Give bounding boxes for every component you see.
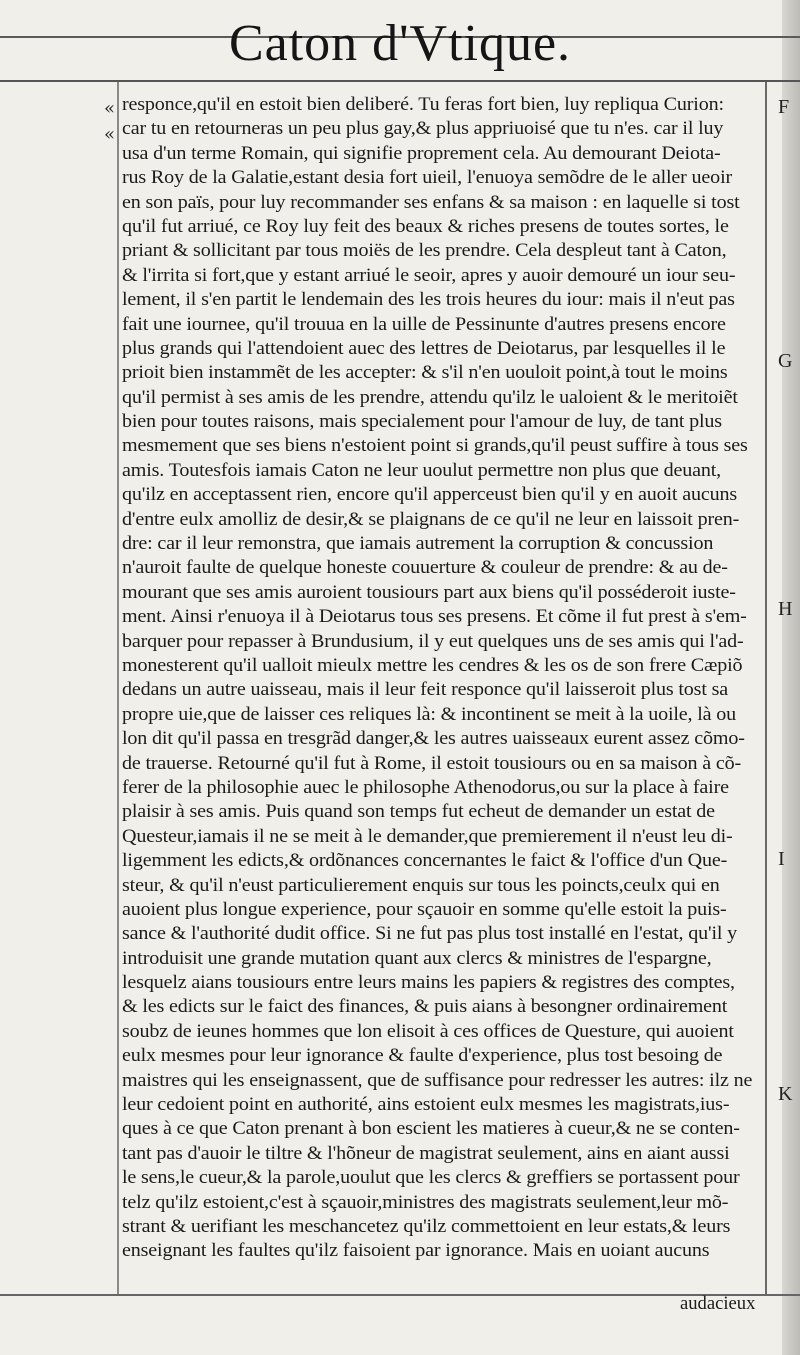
text-line: tant pas d'auoir le tiltre & l'hõneur de magistrat seulement, ains en aiant aussi bbox=[122, 1142, 730, 1164]
text-line: prioit bien instammẽt de les accepter: & s'il n'en uouloit point,à tout le moins bbox=[122, 362, 728, 384]
catchword: audacieux bbox=[680, 1293, 756, 1314]
text-line: auoient plus longue experience, pour sçauoir en somme qu'elle estoit la puis- bbox=[122, 898, 727, 920]
margin-letter-g: G bbox=[778, 350, 793, 372]
margin-letter-i: I bbox=[778, 848, 785, 870]
text-line: amis. Toutesfois iamais Caton ne leur uoulut permettre non plus que deuant, bbox=[122, 459, 721, 481]
title-rule bbox=[0, 80, 800, 82]
text-line: mesmement que ses biens n'estoient point si grands,qu'il peust suffire à tous ses bbox=[122, 435, 748, 457]
text-line: rus Roy de la Galatie,estant desia fort uieil, l'enuoya semõdre de le aller ueoir bbox=[122, 167, 733, 189]
text-line: usa d'un terme Romain, qui signifie proprement cela. Au demourant Deiota- bbox=[122, 142, 721, 164]
text-line: qu'il permist à ses amis de les prendre, attendu qu'ilz le ualoient & le meritoiẽt bbox=[122, 386, 738, 408]
text-line: steur, & qu'il n'eust particulierement enquis sur tous les poincts,ceulx qui en bbox=[122, 874, 720, 896]
text-line: lement, il s'en partit le lendemain des les trois heures du iour: mais il n'eut pas bbox=[122, 289, 735, 311]
text-line: sance & l'authorité dudit office. Si ne fut pas plus tost installé en l'estat, qu'il y bbox=[122, 923, 738, 945]
text-line: soubz de ieunes hommes que lon elisoit à ces offices de Questure, qui auoient bbox=[122, 1020, 734, 1042]
text-line: plaisir à ses amis. Puis quand son temps fut echeut de demander un estat de bbox=[122, 801, 715, 823]
margin-letter-k: K bbox=[778, 1083, 793, 1105]
text-line: qu'ilz en acceptassent rien, encore qu'il apperceust bien qu'il y en auoit aucuns bbox=[122, 484, 738, 506]
text-line: plus grands qui l'attendoient auec des lettres de Deiotarus, par lesquelles il le bbox=[122, 337, 726, 359]
text-line: qu'il fut arriué, ce Roy luy feit des beaux & riches presens de toutes sortes, le bbox=[122, 215, 729, 237]
running-title: Caton d'Vtique. bbox=[228, 15, 572, 72]
text-line: strant & uerifiant les meschancetez qu'ilz commettoient en leur estats,& leurs bbox=[122, 1215, 731, 1237]
text-line: dre: car il leur remonstra, que iamais autrement la corruption & concussion bbox=[122, 533, 714, 555]
text-line: dedans un autre uaisseau, mais il leur feit responce qu'il laisseroit plus tost sa bbox=[122, 679, 729, 701]
text-line: ment. Ainsi r'enuoya il à Deiotarus tous ses presens. Et cõme il fut prest à s'em- bbox=[122, 606, 747, 628]
text-line: maistres qui les enseignassent, que de suffisance pour redresser les autres: ilz ne bbox=[122, 1069, 753, 1091]
text-line: responce,qu'il en estoit bien deliberé. Tu feras fort bien, luy repliqua Curion: bbox=[122, 94, 724, 115]
text-line: barquer pour repasser à Brundusium, il y eut quelques uns de ses amis qui l'ad- bbox=[122, 630, 744, 652]
text-line: le sens,le cueur,& la parole,uoulut que les clercs & greffiers se portassent pour bbox=[122, 1167, 740, 1189]
text-line: ques à ce que Caton prenant à bon escient les matieres à cueur,& ne se conten- bbox=[122, 1118, 740, 1140]
text-line: lon dit qu'il passa en tresgrãd danger,& les autres uaisseaux eurent assez cõmo- bbox=[122, 728, 745, 750]
quotation-mark: « bbox=[104, 98, 116, 119]
text-line: & les edicts sur le faict des finances, & puis aians à besongner ordinairement bbox=[122, 996, 728, 1018]
margin-letter-h: H bbox=[778, 598, 793, 620]
quotation-mark: « bbox=[104, 124, 116, 145]
text-line: en son païs, pour luy recommander ses enfans & sa maison : en laquelle si tost bbox=[122, 191, 740, 213]
text-line: & l'irrita si fort,que y estant arriué le seoir, apres y auoir demouré un iour seu- bbox=[122, 264, 736, 286]
text-line: monesterent qu'il ualloit mieulx mettre les cendres & les os de son frere Cæpiõ bbox=[122, 654, 743, 676]
text-line: n'auroit faulte de quelque honeste couuerture & couleur de prendre: & au de- bbox=[122, 557, 728, 579]
text-line: enseignant les faultes qu'ilz faisoient par ignorance. Mais en uoiant aucuns bbox=[122, 1240, 710, 1262]
text-line: leur cedoient point en authorité, ains estoient eulx mesmes les magistrats,ius- bbox=[122, 1094, 730, 1116]
margin-letter-f: F bbox=[778, 96, 790, 118]
text-line: Questeur,iamais il ne se meit à le demander,que premierement il n'eust leu di- bbox=[122, 825, 733, 847]
text-line: ligemment les edicts,& ordõnances concernantes le faict & l'office d'un Que- bbox=[122, 850, 728, 872]
left-frame-rule bbox=[117, 82, 119, 1294]
text-line: propre uie,que de laisser ces reliques là: & incontinent se meit à la uoile, là ou bbox=[122, 703, 737, 725]
text-line: lesquelz aians tousiours entre leurs mains les papiers & registres des comptes, bbox=[122, 972, 735, 994]
text-line: d'entre eulx amolliz de desir,& se plaignans de ce qu'il ne leur en laissoit pren- bbox=[122, 508, 740, 530]
text-line: ferer de la philosophie auec le philosophe Athenodorus,ou sur la place à faire bbox=[122, 776, 729, 798]
text-line: priant & sollicitant par tous moiës de les prendre. Cela despleut tant à Caton, bbox=[122, 240, 727, 262]
text-line: mourant que ses amis auroient tousiours part aux biens qu'il posséderoit iuste- bbox=[122, 581, 736, 603]
text-line: bien pour toutes raisons, mais specialement pour l'amour de luy, de tant plus bbox=[122, 411, 722, 433]
body-text bbox=[122, 93, 762, 1264]
text-line: introduisit une grande mutation quant aux clercs & ministres de l'espargne, bbox=[122, 947, 712, 969]
text-line: de trauerse. Retourné qu'il fut à Rome, il estoit tousiours ou en sa maison à cõ- bbox=[122, 752, 742, 774]
text-line: car tu en retourneras un peu plus gay,& plus appriuoisé que tu n'es. car il luy bbox=[122, 118, 724, 140]
text-line: telz qu'ilz estoient,c'est à sçauoir,ministres des magistrats seulement,leur mõ- bbox=[122, 1191, 729, 1213]
text-line: fait une iournee, qu'il trouua en la uille de Pessinunte d'autres presens encore bbox=[122, 313, 726, 335]
text-line: eulx mesmes pour leur ignorance & faulte d'experience, plus tost besoing de bbox=[122, 1045, 723, 1067]
